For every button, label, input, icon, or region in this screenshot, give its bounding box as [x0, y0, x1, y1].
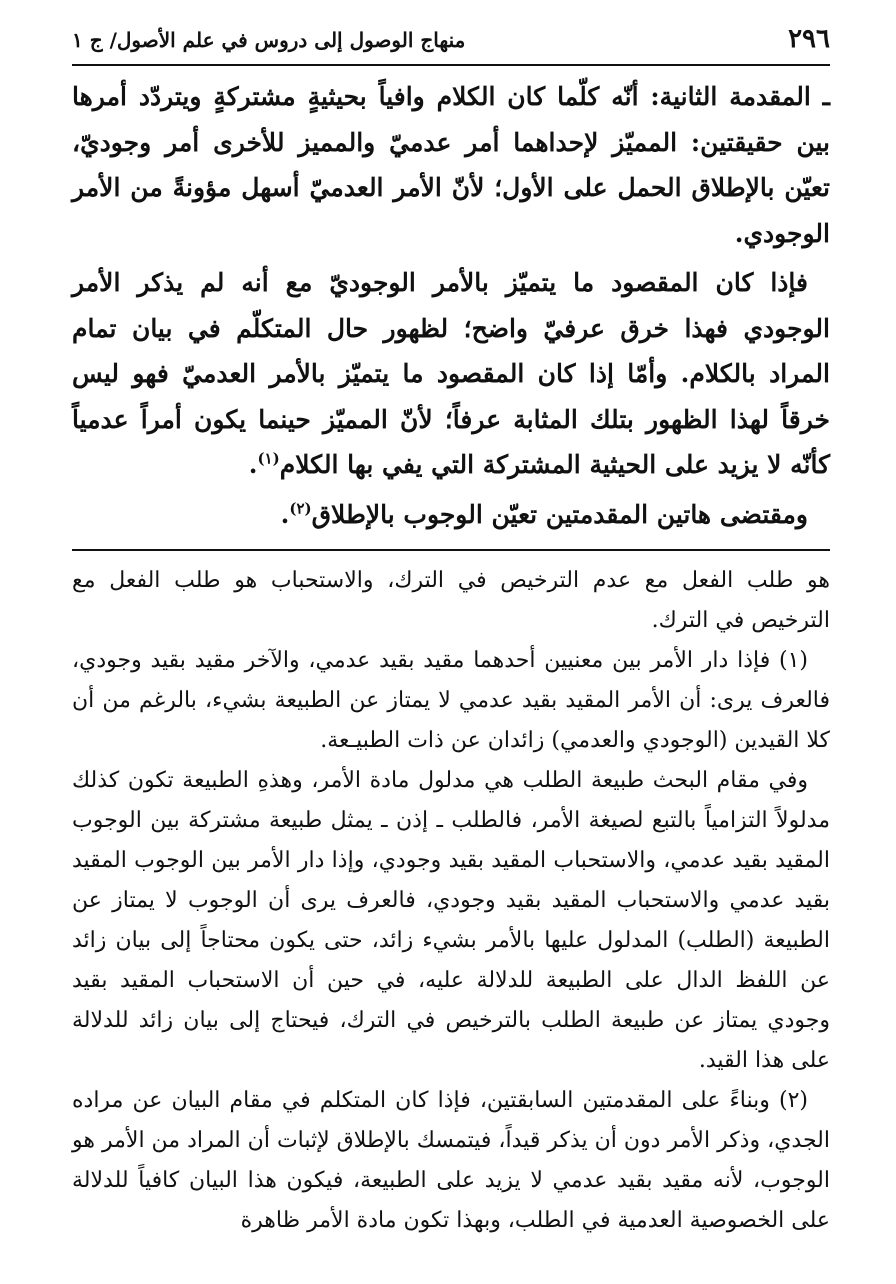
- footnote-ref-1[interactable]: (١): [257, 449, 280, 468]
- footnote-1-continued: وفي مقام البحث طبيعة الطلب هي مدلول مادة الأمر، وهذهِ الطبيعة تكون كذلك مدلولاً التزامياً بالتبع لصيغة الأمر، فالطلب ـ إذن ـ يمثل طبيعة مشتركة بين الوجوب المقيد بقيد عدمي، والاستحباب المقيد بقيد وجودي، وإذا دار الأمر بين الوجوب المقيد بقيد عدمي والاستحباب المقيد بقيد وجودي، فالعرف يرى أن الوجوب لا يمتاز عن الطبيعة (الطلب) المدلول عليها بالأمر بشيء زائد، حتى يكون محتاجاً إلى بيان زائد عن اللفظ الدال على الطبيعة للدلالة عليه، في حين أن الاستحباب المقيد بقيد وجودي يمتاز عن طبيعة الطلب بالترخيص في الترك، فيحتاج إلى بيان زائد للدلالة على هذا القيد.: [72, 768, 830, 1073]
- paragraph-premise-two: ـ المقدمة الثانية: أنّه كلّما كان الكلام وافياً بحيثيةٍ مشتركةٍ ويتردّد أمرها بين حقيقتين: المميّز لإحداهما أمر عدميّ والمميز للأخرى أمر وجوديّ، تعيّن بالإطلاق الحمل على الأول؛ لأنّ الأمر العدميّ أسهل مؤونةً من الأمر الوجودي.: [72, 82, 830, 248]
- footnote-2: (٢) وبناءً على المقدمتين السابقتين، فإذا كان المتكلم في مقام البيان عن مراده الجدي، وذكر الأمر دون أن يذكر قيداً، فيتمسك بالإطلاق لإثبات أن المراد من الأمر هو الوجوب، لأنه مقيد بقيد عدمي لا يزيد على الطبيعة، فيكون هذا البيان كافياً للدلالة على الخصوصية العدمية في الطلب، وبهذا تكون مادة الأمر ظاهرة: [72, 1088, 830, 1233]
- footnotes: [72, 561, 830, 1241]
- paragraph-conclusion: ومقتضى هاتين المقدمتين تعيّن الوجوب بالإطلاق$^{(٢)}$.: [280, 499, 808, 529]
- main-text: [72, 74, 830, 537]
- paragraph-explanation: فإذا كان المقصود ما يتميّز بالأمر الوجوديّ مع أنه لم يذكر الأمر الوجودي فهذا خرق عرفيّ واضح؛ لظهور حال المتكلّم في بيان تمام المراد بالكلام. وأمّا إذا كان المقصود ما يتميّز بالأمر العدميّ فهو ليس خرقاً لهذا الظهور بتلك المثابة عرفاً؛ لأنّ المميّز حينما يكون أمراً عدمياً كأنّه لا يزيد على الحيثية المشتركة التي يفي بها الكلام$^{(١)}$.: [72, 268, 830, 479]
- page-number: ٢٩٦: [788, 24, 830, 54]
- book-title: منهاج الوصول إلى دروس في علم الأصول/ ج ١: [72, 28, 466, 52]
- footnote-ref-2[interactable]: (٢): [289, 499, 312, 518]
- footnote-continued: هو طلب الفعل مع عدم الترخيص في الترك، والاستحباب هو طلب الفعل مع الترخيص في الترك.: [72, 568, 830, 633]
- running-header: [72, 24, 830, 66]
- footnote-separator: [72, 549, 830, 551]
- footnote-1: (١) فإذا دار الأمر بين معنيين أحدهما مقيد بقيد عدمي، والآخر مقيد بقيد وجودي، فالعرف يرى: أن الأمر المقيد بقيد عدمي لا يمتاز عن الطبيعة بشيء، بالرغم من أن كلا القيدين (الوجودي والعدمي) زائدان عن ذات الطبيـعة.: [72, 648, 830, 753]
